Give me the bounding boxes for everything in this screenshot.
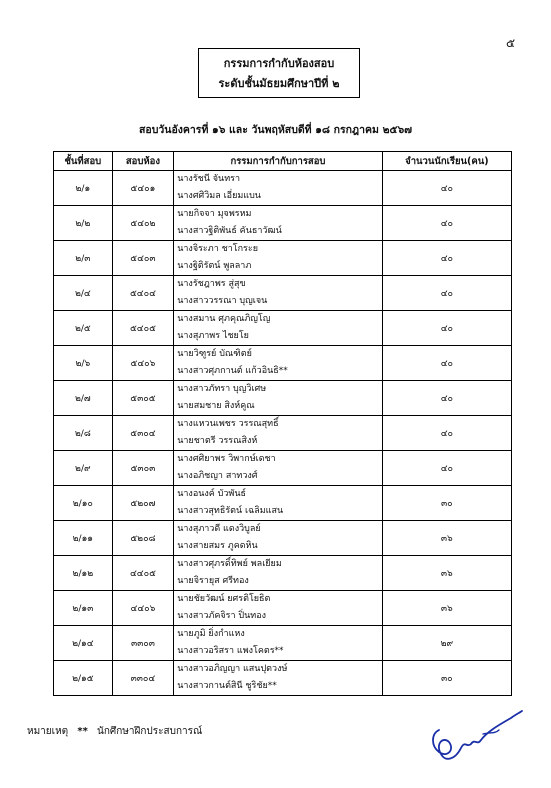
cell-committee [174,416,382,451]
committee-member: นางฐิติรัตน์ พูลลาภ [177,261,252,271]
committee-member: นางศศิวิมล เอี่ยมแบน [177,191,261,201]
table-row [54,241,512,276]
cell-room: ๕๔๐๕ [112,311,174,346]
cell-committee [174,486,382,521]
header-class: ชั้นที่สอบ [54,152,113,171]
committee-member: นายจิรายุส ศรีทอง [177,576,249,586]
exam-date: สอบวันอังคารที่ ๑๖ และ วันพฤหัสบดีที่ ๑๘ กรกฎาคม ๒๕๖๗ [139,124,412,136]
committee-member: นางสาววรรณา บุญเจน [177,296,268,306]
cell-room: ๓๓๐๓ [112,626,174,661]
committee-member: นางสาวภัทรา บุญวิเศษ [177,384,267,394]
cell-room: ๕๒๐๗ [112,486,174,521]
committee-member: นางสาวอริสรา แพงโคตร** [177,646,284,656]
cell-students: ๓๐ [382,661,511,696]
committee-member: นายภูมิ ยิ่งกำแหง [177,629,245,639]
committee-member: นางสายสมร ภูคดหิน [177,541,258,551]
table-row [54,416,512,451]
cell-class: ๒/๘ [54,416,113,451]
table-row [54,626,512,661]
cell-class: ๒/๑ [54,171,113,206]
cell-room: ๕๔๐๔ [112,276,174,311]
cell-class: ๒/๒ [54,206,113,241]
cell-room: ๕๓๐๔ [112,416,174,451]
cell-room: ๕๔๐๓ [112,241,174,276]
cell-students: ๔๐ [382,346,511,381]
cell-room: ๕๓๐๓ [112,451,174,486]
cell-students: ๔๐ [382,241,511,276]
cell-class: ๒/๑๒ [54,556,113,591]
cell-students: ๔๐ [382,381,511,416]
cell-room: ๕๒๐๘ [112,521,174,556]
footnote [27,724,202,739]
cell-students: ๔๐ [382,311,511,346]
committee-member: นางจิระภา ชาโกระย [177,244,258,254]
cell-committee [174,346,382,381]
committee-table [53,151,512,696]
cell-room: ๓๓๐๔ [112,661,174,696]
table-body [54,171,512,696]
cell-students: ๓๖ [382,556,511,591]
cell-students: ๔๐ [382,206,511,241]
cell-committee [174,521,382,556]
table-row [54,311,512,346]
cell-class: ๒/๙ [54,451,113,486]
cell-class: ๒/๑๑ [54,521,113,556]
cell-students: ๓๐ [382,486,511,521]
title-box [198,48,360,98]
table-row [54,591,512,626]
cell-students: ๓๖ [382,521,511,556]
committee-member: นางอภิชญา สาทวงศ์ [177,471,258,481]
cell-committee [174,451,382,486]
cell-class: ๒/๑๓ [54,591,113,626]
committee-member: นายกิจจา มุจพรหม [177,209,252,219]
committee-member: นางสาวฐิติพันธ์ คันธาวัฒน์ [177,226,282,236]
committee-member: นายชัยวัฒน์ ยศรติโยธิต [177,594,271,604]
committee-member: นายสมชาย สิงห์คูณ [177,401,255,411]
committee-member: นางสมาน ศุภคุณภิญโญ [177,314,271,324]
cell-committee [174,241,382,276]
cell-class: ๒/๕ [54,311,113,346]
cell-class: ๒/๑๕ [54,661,113,696]
table-row [54,556,512,591]
title-line-1: กรรมการกำกับห้องสอบ [223,57,335,70]
table-row [54,206,512,241]
cell-students: ๒๙ [382,626,511,661]
committee-member: นางสาวอภิญญา แสนปุตวงษ์ [177,664,288,674]
cell-students: ๓๖ [382,591,511,626]
footnote-stars: ** [77,726,88,737]
cell-committee [174,381,382,416]
cell-room: ๕๓๐๕ [112,381,174,416]
committee-member: นางแหวนเพชร วรรณสุทธิ์ [177,419,279,429]
committee-member: นางสาวศุภกานต์ แก้วอินธิ** [177,366,288,376]
committee-member: นางสาวกานต์สินี ชูริชัย** [177,681,277,691]
cell-room: ๔๔๐๖ [112,591,174,626]
cell-class: ๒/๓ [54,241,113,276]
title-line-2: ระดับชั้นมัธยมศึกษาปีที่ ๒ [218,77,340,90]
committee-member: นางรัชฎาพร สู่สุข [177,279,246,289]
header-room: สอบห้อง [112,152,174,171]
table-row [54,276,512,311]
committee-member: นางสาวภัคจิรา ปิ่นทอง [177,611,266,621]
header-committee: กรรมการกำกับการสอบ [174,152,382,171]
cell-students: ๔๐ [382,451,511,486]
committee-member: นางอนงค์ บัวพันธ์ [177,489,246,499]
cell-committee [174,276,382,311]
committee-member: นางสุภาพร ไชยโย [177,331,249,341]
table-row [54,486,512,521]
table-row [54,171,512,206]
cell-class: ๒/๗ [54,381,113,416]
table-row [54,381,512,416]
cell-class: ๒/๖ [54,346,113,381]
cell-room: ๕๔๐๖ [112,346,174,381]
signature [425,702,525,768]
header-students: จำนวนนักเรียน(คน) [382,152,511,171]
table-row [54,451,512,486]
cell-class: ๒/๑๔ [54,626,113,661]
cell-committee [174,661,382,696]
cell-class: ๒/๔ [54,276,113,311]
cell-class: ๒/๑๐ [54,486,113,521]
cell-committee [174,206,382,241]
cell-students: ๔๐ [382,276,511,311]
table-row [54,346,512,381]
cell-committee [174,591,382,626]
page-number: ๕ [506,36,516,50]
committee-member: นางสาวศุภรดิ์ทิพย์ พลเยียม [177,559,282,569]
table-row [54,661,512,696]
cell-committee [174,626,382,661]
cell-room: ๕๔๐๒ [112,206,174,241]
table-row [54,521,512,556]
cell-committee [174,171,382,206]
cell-room: ๔๔๐๕ [112,556,174,591]
cell-students: ๔๐ [382,171,511,206]
committee-member: นางสาวสุทธิรัตน์ เฉลิมแสน [177,506,284,516]
committee-member: นางศศิยาพร วิพากษ์เดชา [177,454,276,464]
committee-member: นายชาตรี วรรณสิงห์ [177,436,258,446]
committee-member: นายวิฑูรย์ บัณฑิตย์ [177,349,252,359]
footnote-label: หมายเหตุ [27,726,69,737]
cell-room: ๕๔๐๑ [112,171,174,206]
cell-students: ๔๐ [382,416,511,451]
cell-committee [174,556,382,591]
committee-member: นางสุภาวดี แดงวิบูลย์ [177,524,261,534]
footnote-text: นักศึกษาฝึกประสบการณ์ [97,726,203,737]
committee-member: นางรัชนี จันทรา [177,174,241,184]
table-header-row [54,152,512,171]
cell-committee [174,311,382,346]
